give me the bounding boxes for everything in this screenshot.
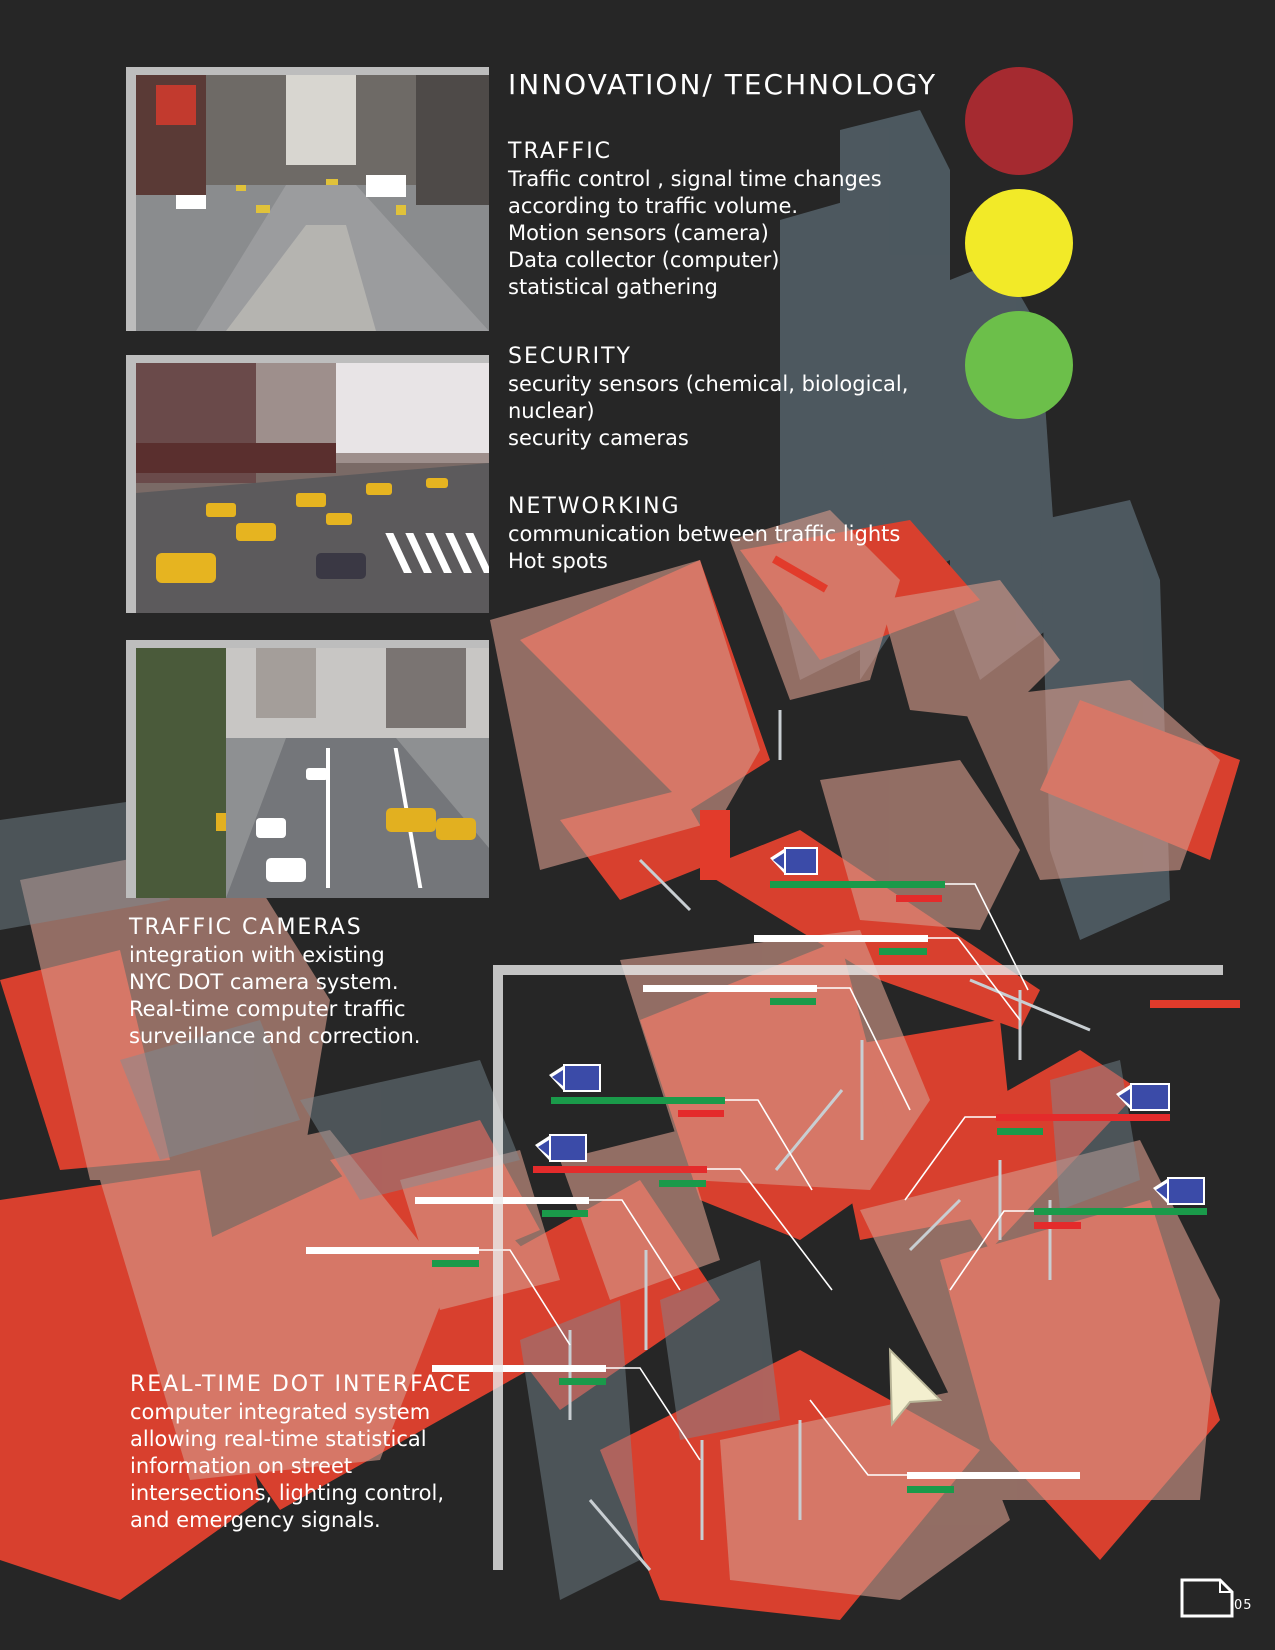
section-line: security sensors (chemical, biological,	[508, 372, 909, 396]
traffic-cameras-caption	[129, 914, 420, 1050]
section-line: nuclear)	[508, 399, 595, 423]
page-title: INNOVATION/ TECHNOLOGY	[508, 68, 938, 101]
caption-line: intersections, lighting control,	[130, 1481, 445, 1505]
traffic-photo-taxis	[126, 355, 489, 613]
section-line: security cameras	[508, 426, 689, 450]
page-number: 05	[1234, 1598, 1253, 1613]
section-traffic	[508, 138, 882, 301]
caption-line: information on street	[130, 1454, 353, 1478]
caption-title: REAL-TIME DOT INTERFACE	[130, 1372, 473, 1397]
section-line: Hot spots	[508, 549, 608, 573]
traffic-photo-times-square	[126, 67, 489, 331]
section-line: statistical gathering	[508, 275, 718, 299]
section-line: according to traffic volume.	[508, 194, 799, 218]
caption-line: surveillance and correction.	[129, 1024, 421, 1048]
signal-yellow-light	[965, 189, 1073, 297]
section-line: Data collector (computer)	[508, 248, 780, 272]
page-icon	[1180, 1578, 1234, 1618]
caption-line: computer integrated system	[130, 1400, 431, 1424]
traffic-photo-avenue	[126, 640, 489, 898]
section-security	[508, 343, 908, 452]
caption-line: NYC DOT camera system.	[129, 970, 399, 994]
caption-line: and emergency signals.	[130, 1508, 381, 1532]
caption-line: Real-time computer traffic	[129, 997, 406, 1021]
caption-title: TRAFFIC CAMERAS	[129, 915, 363, 940]
section-title: SECURITY	[508, 344, 632, 369]
section-title: TRAFFIC	[508, 139, 613, 164]
section-line: communication between traffic lights	[508, 522, 901, 546]
signal-red-light	[965, 67, 1073, 175]
caption-line: allowing real-time statistical	[130, 1427, 427, 1451]
section-networking	[508, 493, 900, 575]
section-line: Motion sensors (camera)	[508, 221, 769, 245]
caption-line: integration with existing	[129, 943, 385, 967]
section-title: NETWORKING	[508, 494, 681, 519]
section-line: Traffic control , signal time changes	[508, 167, 882, 191]
signal-green-light	[965, 311, 1073, 419]
dot-interface-caption	[130, 1371, 473, 1534]
dot-interface-frame	[493, 965, 1223, 1570]
